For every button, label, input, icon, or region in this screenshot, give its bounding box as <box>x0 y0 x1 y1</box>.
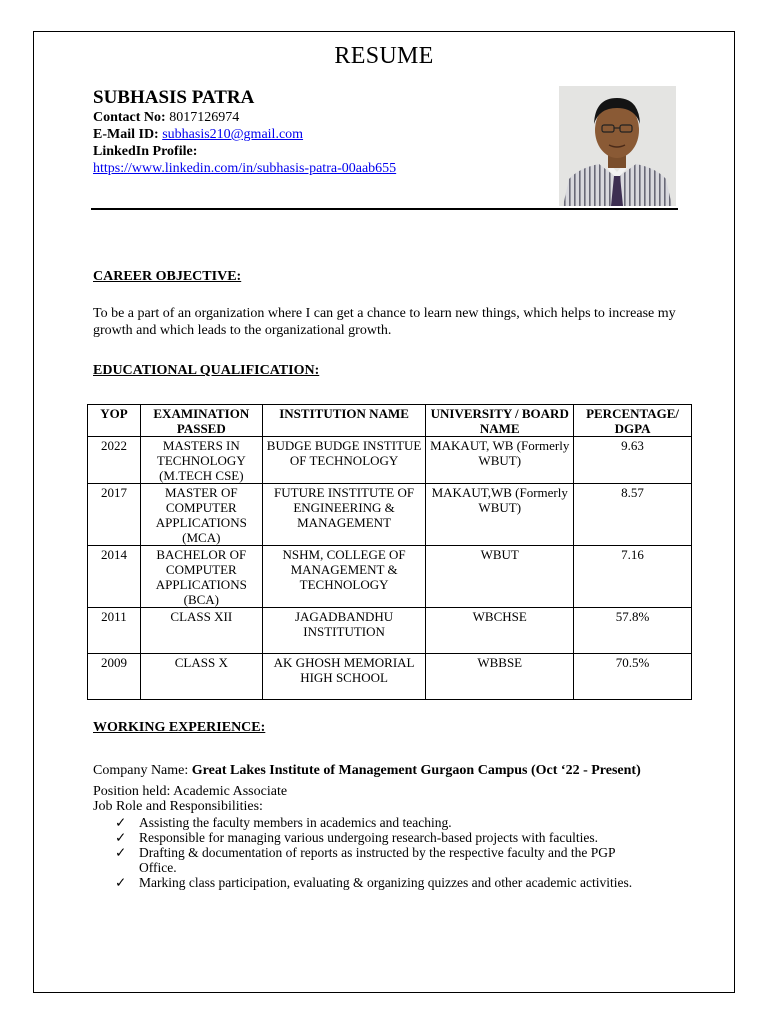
table-cell: WBCHSE <box>426 608 574 654</box>
table-cell: BUDGE BUDGE INSTITUE OF TECHNOLOGY <box>262 437 426 484</box>
table-cell: WBUT <box>426 546 574 608</box>
table-cell: CLASS XII <box>140 608 262 654</box>
header-divider <box>91 208 678 210</box>
responsibility-text: Assisting the faculty members in academics and teaching. <box>139 815 452 830</box>
company-label: Company Name: <box>93 763 189 778</box>
responsibility-text: Responsible for managing various undergoing research-based projects with faculties. <box>139 830 598 845</box>
table-row <box>88 608 692 654</box>
responsibility-text: Drafting & documentation of reports as instructed by the respective faculty and the PGP Office. <box>139 845 615 875</box>
profile-photo-illustration <box>559 86 676 206</box>
phone-label: Contact No: <box>93 110 166 125</box>
table-cell: 2014 <box>88 546 141 608</box>
education-heading: EDUCATIONAL QUALIFICATION: <box>93 363 320 378</box>
candidate-name: SUBHASIS PATRA <box>93 87 255 108</box>
checkmark-icon: ✓ <box>115 830 127 845</box>
position-line <box>93 784 287 800</box>
list-item <box>93 875 653 890</box>
responsibility-text: Marking class participation, evaluating & organizing quizzes and other academic activities. <box>139 875 633 890</box>
company-line <box>93 763 641 779</box>
list-item <box>93 830 653 845</box>
column-header: UNIVERSITY / BOARD NAME <box>426 405 574 437</box>
table-cell: 57.8% <box>574 608 692 654</box>
table-cell: 7.16 <box>574 546 692 608</box>
linkedin-label: LinkedIn Profile: <box>93 144 198 159</box>
table-row <box>88 546 692 608</box>
list-item <box>93 815 653 830</box>
list-item <box>93 845 653 875</box>
checkmark-icon: ✓ <box>115 815 127 830</box>
profile-photo <box>559 86 676 206</box>
position-value: Academic Associate <box>173 784 288 799</box>
table-row <box>88 437 692 484</box>
phone-value: 8017126974 <box>169 110 240 125</box>
column-header: EXAMINATION PASSED <box>140 405 262 437</box>
table-cell: 70.5% <box>574 654 692 700</box>
contact-email-line <box>93 126 396 143</box>
table-cell: BACHELOR OF COMPUTER APPLICATIONS (BCA) <box>140 546 262 608</box>
responsibilities-list <box>93 815 653 890</box>
table-cell: 2009 <box>88 654 141 700</box>
email-link[interactable]: subhasis210@gmail.com <box>162 127 304 142</box>
career-objective-text: To be a part of an organization where I can get a chance to learn new things, which helps to increase my growth and which leads to the organizational growth. <box>93 306 676 338</box>
table-cell: 2011 <box>88 608 141 654</box>
table-cell: MAKAUT, WB (Formerly WBUT) <box>426 437 574 484</box>
table-cell: MASTERS IN TECHNOLOGY (M.TECH CSE) <box>140 437 262 484</box>
column-header: YOP <box>88 405 141 437</box>
column-header: INSTITUTION NAME <box>262 405 426 437</box>
position-label: Position held: <box>93 784 171 799</box>
table-cell: NSHM, COLLEGE OF MANAGEMENT & TECHNOLOGY <box>262 546 426 608</box>
checkmark-icon: ✓ <box>115 845 127 860</box>
experience-heading: WORKING EXPERIENCE: <box>93 720 266 735</box>
education-table-header <box>88 405 692 437</box>
table-cell: WBBSE <box>426 654 574 700</box>
career-objective-heading: CAREER OBJECTIVE: <box>93 269 242 284</box>
education-table <box>87 404 692 700</box>
table-cell: 2017 <box>88 484 141 546</box>
contact-block <box>93 109 396 177</box>
table-cell: AK GHOSH MEMORIAL HIGH SCHOOL <box>262 654 426 700</box>
table-row <box>88 654 692 700</box>
table-cell: MAKAUT,WB (Formerly WBUT) <box>426 484 574 546</box>
table-cell: 2022 <box>88 437 141 484</box>
linkedin-link[interactable]: https://www.linkedin.com/in/subhasis-patra-00aab655 <box>93 161 397 176</box>
table-row <box>88 484 692 546</box>
column-header: PERCENTAGE/ DGPA <box>574 405 692 437</box>
email-label: E-Mail ID: <box>93 127 159 142</box>
checkmark-icon: ✓ <box>115 875 127 890</box>
table-cell: 9.63 <box>574 437 692 484</box>
resume-title: RESUME <box>334 43 434 69</box>
contact-phone-line <box>93 109 396 126</box>
job-role-label: Job Role and Responsibilities: <box>93 799 263 814</box>
table-cell: FUTURE INSTITUTE OF ENGINEERING & MANAGEMENT <box>262 484 426 546</box>
table-cell: MASTER OF COMPUTER APPLICATIONS (MCA) <box>140 484 262 546</box>
company-name: Great Lakes Institute of Management Gurgaon Campus (Oct ‘22 - Present) <box>191 763 641 778</box>
table-cell: CLASS X <box>140 654 262 700</box>
table-cell: JAGADBANDHU INSTITUTION <box>262 608 426 654</box>
table-cell: 8.57 <box>574 484 692 546</box>
